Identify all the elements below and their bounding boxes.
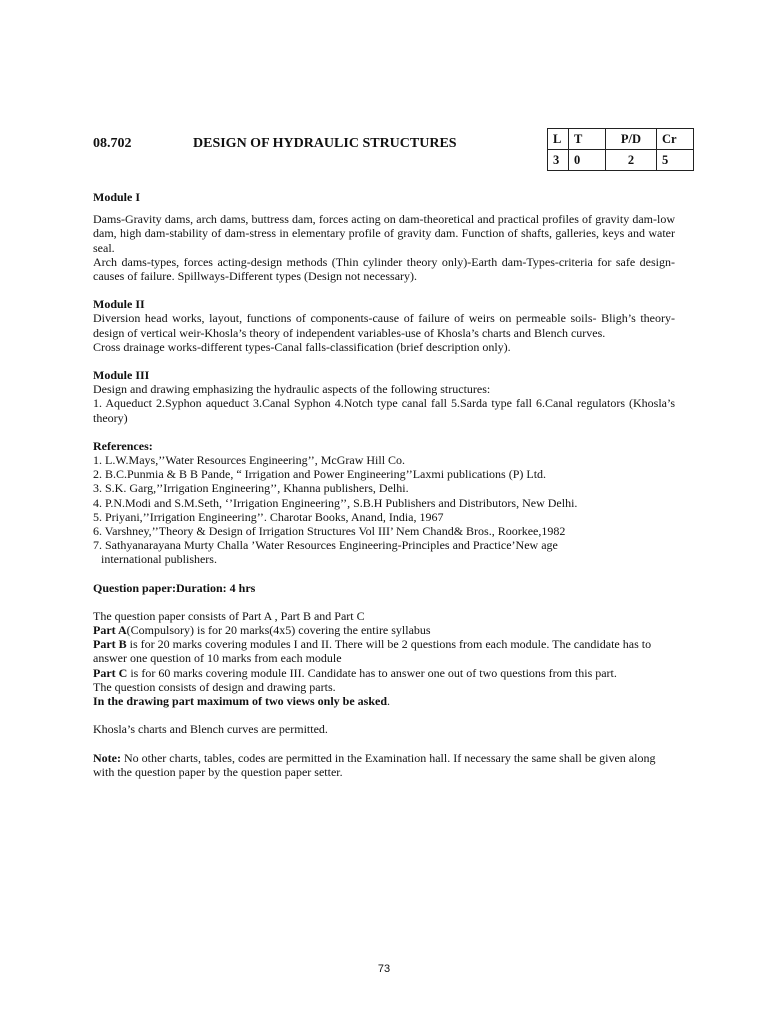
course-title: DESIGN OF HYDRAULIC STRUCTURES: [193, 136, 457, 151]
reference-item: 7. Sathyanarayana Murty Challa ’Water Resources Engineering-Principles and Practice’New age: [93, 538, 558, 553]
part-a-line: [93, 623, 675, 637]
ltpc-header-cell: T: [569, 129, 606, 150]
reference-item: 6. Varshney,’’Theory & Design of Irrigation Structures Vol III’ Nem Chand& Bros., Roorkee,1982: [93, 524, 566, 539]
part-c-label: Part C: [93, 665, 128, 680]
ltpc-header-row: [548, 129, 694, 150]
drawing-part-line: [93, 694, 675, 708]
note-line: [93, 751, 675, 779]
references-heading: References:: [93, 438, 153, 453]
ltpc-value-row: [548, 150, 694, 171]
part-a-label: Part A: [93, 623, 127, 638]
module-2-paragraph: Cross drainage works-different types-Canal falls-classification (brief description only).: [93, 339, 511, 354]
reference-item: 2. B.C.Punmia & B B Pande, “ Irrigation and Power Engineering’’Laxmi publications (P) Ltd.: [93, 467, 547, 482]
part-b-line: [93, 637, 675, 665]
design-drawing-note: The question consists of design and drawing parts.: [93, 679, 336, 694]
module-3-paragraph: Design and drawing emphasizing the hydraulic aspects of the following structures:: [93, 382, 491, 397]
drawing-part-period: .: [387, 694, 391, 709]
permitted-note: Khosla’s charts and Blench curves are permitted.: [93, 722, 328, 737]
question-paper-intro: The question paper consists of Part A , Part B and Part C: [93, 608, 365, 623]
reference-item: 1. L.W.Mays,’’Water Resources Engineering’’, McGraw Hill Co.: [93, 453, 406, 468]
part-b-text: is for 20 marks covering modules I and II. There will be 2 questions from each module. The candidate has to answer one question of 10 marks from each module: [93, 637, 652, 666]
question-paper-heading: Question paper:Duration: 4 hrs: [93, 580, 256, 595]
ltpc-value-cell: 3: [548, 150, 569, 171]
module-1-paragraph: Arch dams-types, forces acting-design methods (Thin cylinder theory only)-Earth dam-Types-criteria for safe design-causes of failure. Spillways-Different types (Design not necessary).: [93, 254, 675, 284]
module-1-heading: Module I: [93, 190, 141, 204]
reference-item: 4. P.N.Modi and S.M.Seth, ‘’Irrigation Engineering’’, S.B.H Publishers and Distributors, New Delhi.: [93, 495, 578, 510]
syllabus-content: [93, 190, 675, 779]
ltpc-table: [547, 128, 694, 171]
reference-item-continuation: international publishers.: [101, 552, 217, 567]
note-label: Note:: [93, 750, 121, 765]
module-2-heading: Module II: [93, 297, 145, 312]
reference-item: 5. Priyani,’’Irrigation Engineering’’. Charotar Books, Anand, India, 1967: [93, 509, 444, 524]
module-3-heading: Module III: [93, 368, 150, 383]
part-b-label: Part B: [93, 637, 127, 652]
ltpc-header-cell: Cr: [657, 129, 694, 150]
module-1-paragraph: Dams-Gravity dams, arch dams, buttress dam, forces acting on dam-theoretical and practical profiles of gravity dam-low dam, high dam-stability of dam-stress in elementary profile of gravity dam. Function of shafts, galleries, keys and water seal.: [93, 212, 675, 255]
ltpc-value-cell: 0: [569, 150, 606, 171]
ltpc-value-cell: 5: [657, 150, 694, 171]
note-text: No other charts, tables, codes are permitted in the Examination hall. If necessary the same shall be given along with the question paper by the question paper setter.: [93, 750, 656, 779]
page-number: 73: [377, 963, 391, 975]
part-c-text: is for 60 marks covering module III. Candidate has to answer one out of two questions from this part.: [127, 665, 617, 680]
ltpc-header-cell: P/D: [606, 129, 657, 150]
part-a-text: (Compulsory) is for 20 marks(4x5) covering the entire syllabus: [126, 623, 431, 638]
course-code: 08.702: [93, 136, 132, 151]
drawing-part-note: In the drawing part maximum of two views only be asked: [93, 694, 388, 709]
module-2-paragraph: Diversion head works, layout, functions of components-cause of failure of weirs on permeable soils- Bligh’s theory-design of vertical weir-Khosla’s theory of independent variables-use of Khosla’s charts and Blench curves.: [93, 311, 675, 340]
module-3-paragraph: 1. Aqueduct 2.Syphon aqueduct 3.Canal Syphon 4.Notch type canal fall 5.Sarda type fall 6.Canal regulators (Khosla’s theory): [93, 396, 675, 425]
ltpc-value-cell: 2: [606, 150, 657, 171]
part-c-line: [93, 666, 675, 680]
reference-item: 3. S.K. Garg,’’Irrigation Engineering’’, Khanna publishers, Delhi.: [93, 481, 409, 496]
ltpc-header-cell: L: [548, 129, 569, 150]
